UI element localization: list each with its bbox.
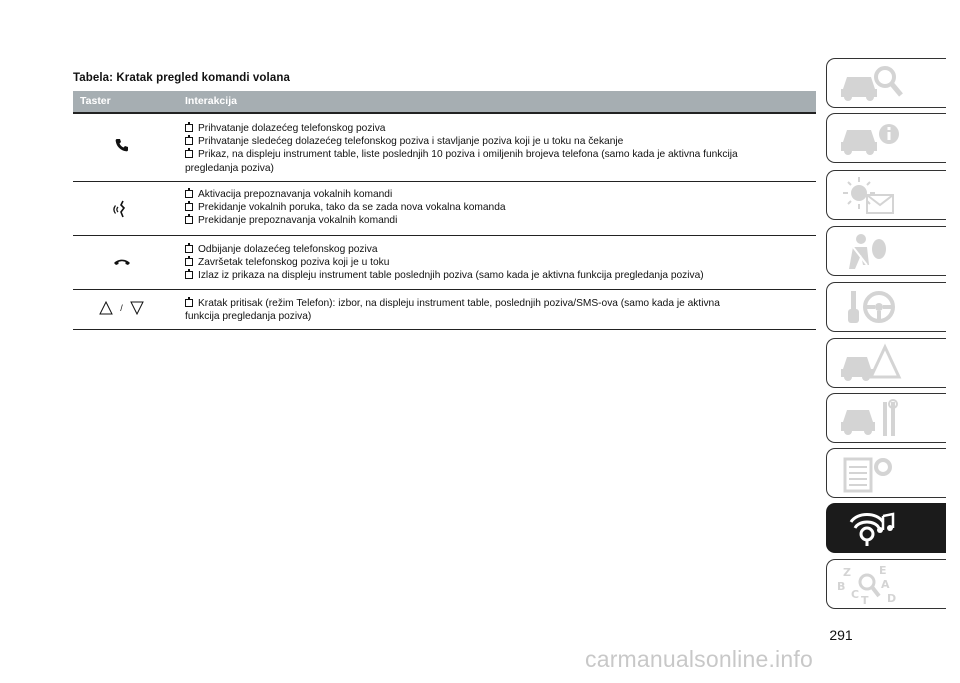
bullet-icon (185, 258, 193, 266)
list-item: Odbijanje dolazećeg telefonskog poziva (185, 243, 805, 256)
seatbelt-airbag-icon (837, 231, 907, 273)
multimedia-music-icon (837, 508, 907, 550)
page-number: 291 (829, 627, 853, 643)
warning-light-message-icon (837, 175, 907, 217)
table-row-4-description (185, 297, 805, 323)
tab-car-info[interactable] (826, 113, 946, 163)
svg-text:Z: Z (843, 566, 851, 579)
tab-index[interactable] (826, 559, 946, 609)
list-item: Kratak pritisak (režim Telefon): izbor, na displeju instrument table, poslednjih poziva/SMS-ova (samo kada je aktivna (185, 297, 805, 310)
svg-text:A: A (881, 578, 890, 591)
data-gear-icon (837, 453, 907, 495)
table-bottom-rule (73, 329, 816, 330)
up-triangle-icon (99, 301, 113, 315)
key-steering-wheel-icon (837, 287, 907, 329)
bullet-icon (185, 299, 193, 307)
bullet-icon (185, 245, 193, 253)
phone-hangup-icon (113, 256, 131, 268)
car-magnifier-icon (837, 63, 907, 105)
list-item-continuation: pregledanja poziva) (185, 162, 274, 174)
tab-car-overview[interactable] (826, 58, 946, 108)
tab-safety[interactable] (826, 226, 946, 276)
bullet-icon (185, 203, 193, 211)
tab-technical-data[interactable] (826, 448, 946, 498)
separator-slash: / (120, 302, 123, 313)
down-triangle-icon (130, 301, 144, 315)
row-divider (73, 235, 816, 236)
list-item: Prekidanje prepoznavanja vokalnih komandi (185, 214, 805, 227)
table-row-4-button (73, 299, 170, 317)
svg-text:D: D (887, 592, 897, 605)
bullet-icon (185, 216, 193, 224)
tab-servicing[interactable] (826, 393, 946, 443)
bullet-icon (185, 124, 193, 132)
table-row-3-button (73, 255, 170, 273)
header-rule (73, 112, 816, 114)
car-crash-warning-icon (837, 343, 907, 385)
list-item: Prihvatanje sledećeg dolazećeg telefonskog poziva i stavljanje poziva koji je u toku na čekanje (185, 135, 805, 148)
list-item: Prekidanje vokalnih poruka, tako da se zada nova vokalna komanda (185, 201, 805, 214)
phone-accept-icon (114, 137, 130, 153)
list-item: Završetak telefonskog poziva koji je u toku (185, 256, 805, 269)
list-item-continuation: funkcija pregledanja poziva) (185, 311, 312, 323)
row-divider (73, 289, 816, 290)
list-item: Prihvatanje dolazećeg telefonskog poziva (185, 122, 805, 135)
list-item: Prikaz, na displeju instrument table, liste poslednjih 10 poziva i omiljenih brojeva telefona (samo kada je aktivna funkcija (185, 148, 805, 161)
header-interakcija: Interakcija (185, 95, 237, 107)
bullet-icon (185, 137, 193, 145)
tab-warning-lights[interactable] (826, 170, 946, 220)
list-item: Aktivacija prepoznavanja vokalnih komandi (185, 188, 805, 201)
watermark: carmanualsonline.info (585, 646, 813, 672)
tab-starting-driving[interactable] (826, 282, 946, 332)
bullet-icon (185, 150, 193, 158)
table-row-3-description (185, 243, 805, 283)
table-row-1-button (73, 137, 170, 158)
svg-text:B: B (837, 580, 846, 593)
table-row-2-description (185, 188, 805, 228)
svg-text:C: C (851, 588, 860, 601)
svg-text:E: E (879, 564, 887, 577)
row-divider (73, 181, 816, 182)
tab-multimedia[interactable] (826, 503, 946, 553)
car-info-icon (837, 118, 907, 160)
bullet-icon (185, 271, 193, 279)
car-tools-icon (837, 398, 907, 440)
bullet-icon (185, 190, 193, 198)
voice-command-icon (113, 200, 131, 218)
header-taster: Taster (80, 95, 111, 107)
tab-emergency[interactable] (826, 338, 946, 388)
list-item: Izlaz iz prikaza na displeju instrument table poslednjih poziva (samo kada je aktivna funkcija pregledanja poziva) (185, 269, 805, 282)
svg-text:T: T (861, 594, 869, 606)
table-title: Tabela: Kratak pregled komandi volana (73, 72, 290, 84)
table-row-2-button (73, 200, 170, 223)
alphabet-index-icon (837, 564, 907, 606)
table-header (73, 91, 816, 112)
table-row-1-description (185, 122, 805, 175)
